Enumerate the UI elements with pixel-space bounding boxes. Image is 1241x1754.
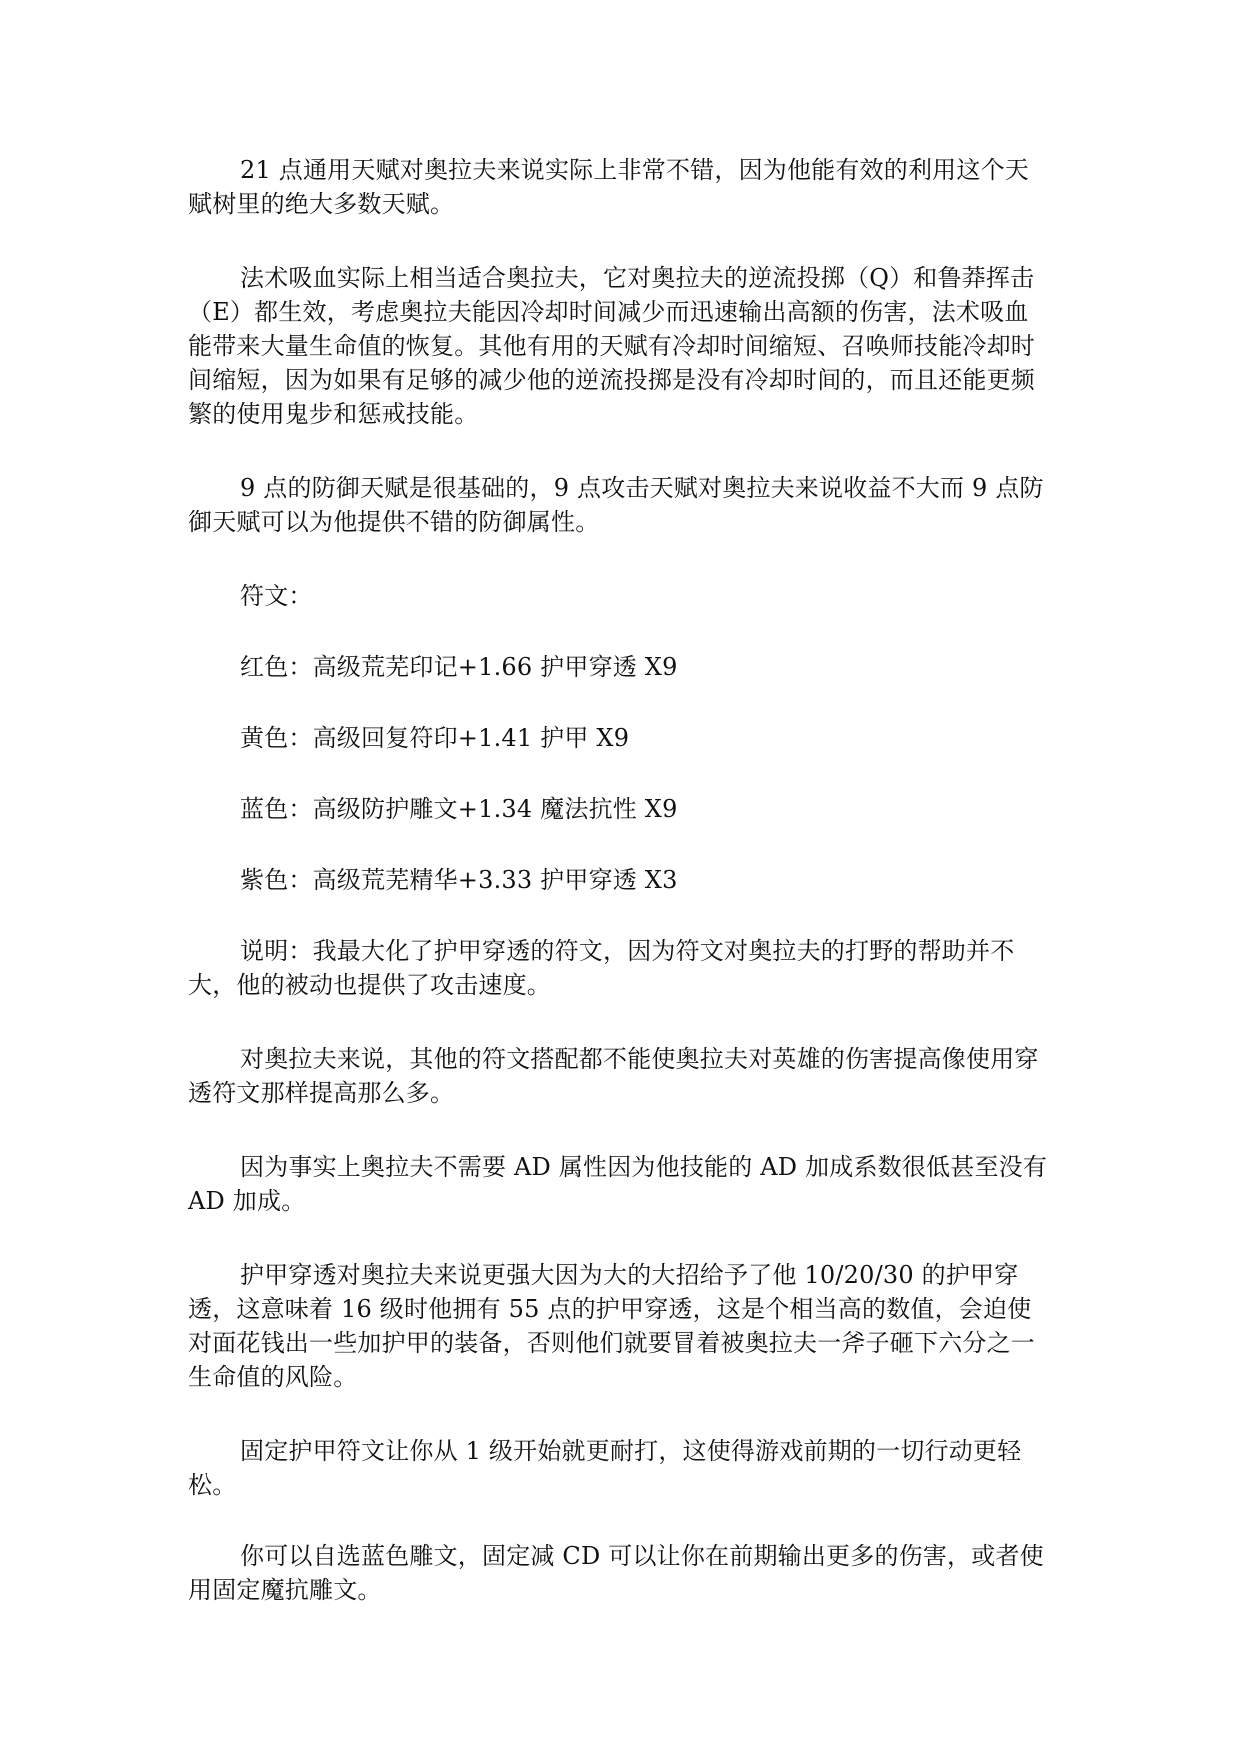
paragraph-armor-pen: 护甲穿透对奥拉夫来说更强大因为大的大招给予了他 10/20/30 的护甲穿透，这意味着 16 级时他拥有 55 点的护甲穿透，这是个相当高的数值，会迫使对面花钱出一些加护甲的装备，否则他们就要冒着被奥拉夫一斧子砸下六分之一生命值的风险。: [188, 1261, 1035, 1391]
paragraph-rune-comparison: 对奥拉夫来说，其他的符文搭配都不能使奥拉夫对英雄的伤害提高像使用穿透符文那样提高那么多。: [188, 1045, 1039, 1107]
paragraph-defense-talents: 9 点的防御天赋是很基础的，9 点攻击天赋对奥拉夫来说收益不大而 9 点防御天赋可以为他提供不错的防御属性。: [188, 474, 1044, 536]
paragraph-rune-purple: 紫色：高级荒芜精华+3.33 护甲穿透 X3: [240, 866, 678, 894]
paragraph-rune-red: 红色：高级荒芜印记+1.66 护甲穿透 X9: [240, 653, 678, 681]
document-body: [188, 153, 1052, 1647]
paragraph-blue-glyph-choice: 你可以自选蓝色雕文，固定减 CD 可以让你在前期输出更多的伤害，或者使用固定魔抗雕文。: [188, 1542, 1044, 1604]
paragraph-rune-explanation: 说明：我最大化了护甲穿透的符文，因为符文对奥拉夫的打野的帮助并不大，他的被动也提供了攻击速度。: [188, 937, 1015, 999]
paragraph-spell-vamp: 法术吸血实际上相当适合奥拉夫，它对奥拉夫的逆流投掷（Q）和鲁莽挥击（E）都生效，考虑奥拉夫能因冷却时间减少而迅速输出高额的伤害，法术吸血能带来大量生命值的恢复。其他有用的天赋有冷却时间缩短、召唤师技能冷却时间缩短，因为如果有足够的减少他的逆流投掷是没有冷却时间的，而且还能更频繁的使用鬼步和惩戒技能。: [188, 264, 1035, 428]
paragraph-ad-note: 因为事实上奥拉夫不需要 AD 属性因为他技能的 AD 加成系数很低甚至没有 AD 加成。: [188, 1153, 1048, 1215]
paragraph-rune-blue: 蓝色：高级防护雕文+1.34 魔法抗性 X9: [240, 795, 678, 823]
paragraph-general-talents: 21 点通用天赋对奥拉夫来说实际上非常不错，因为他能有效的利用这个天赋树里的绝大多数天赋。: [188, 156, 1029, 218]
paragraph-runes-heading: 符文：: [240, 582, 313, 610]
paragraph-flat-armor: 固定护甲符文让你从 1 级开始就更耐打，这使得游戏前期的一切行动更轻松。: [188, 1437, 1022, 1499]
paragraph-rune-yellow: 黄色：高级回复符印+1.41 护甲 X9: [240, 724, 630, 752]
